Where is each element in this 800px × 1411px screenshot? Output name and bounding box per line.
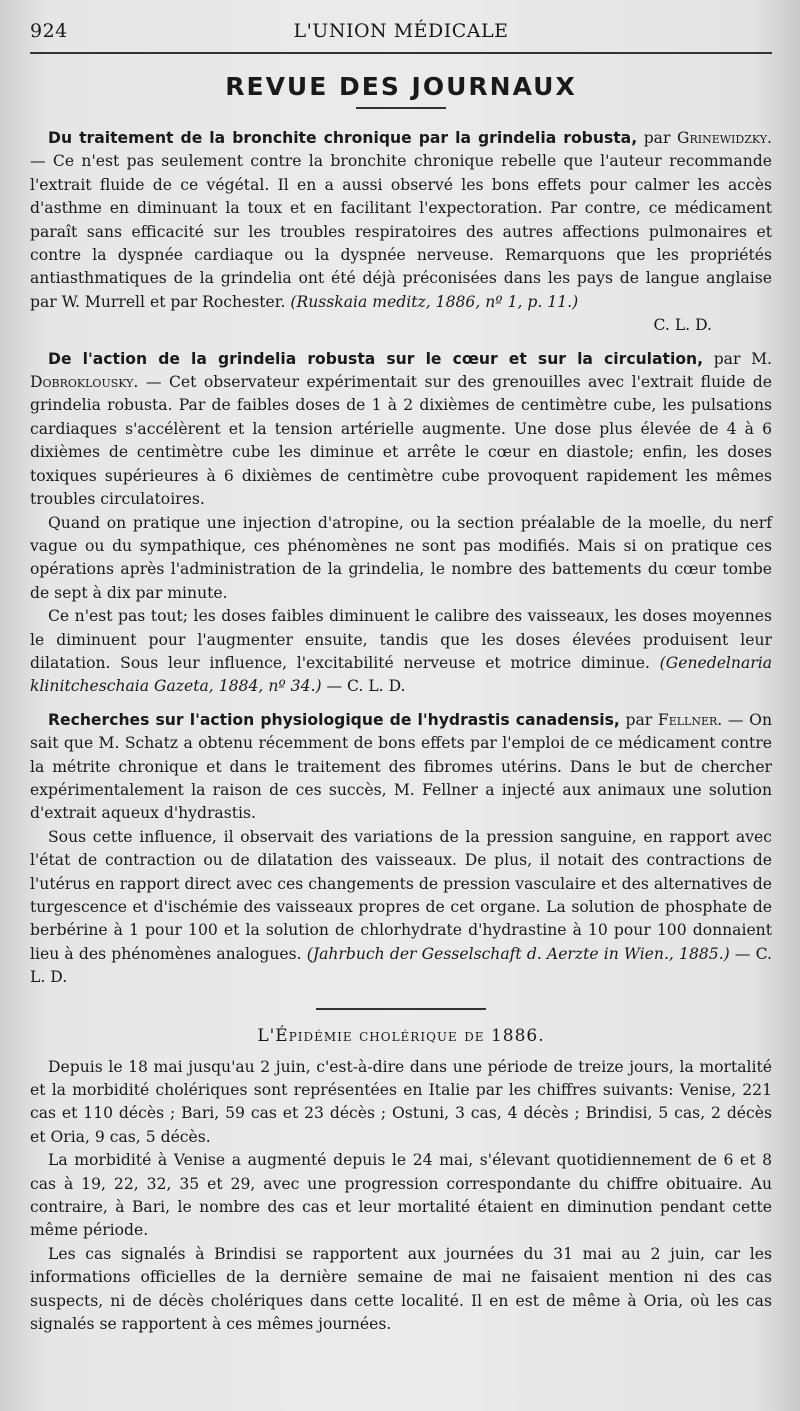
article-paragraph: La morbidité à Venise a augmenté depuis le 24 mai, s'élevant quotidiennement de 6 et 8 cas à 19, 22, 32, 35 et 29, avec une progression correspondante du chiffre obituaire. Au contraire, à Bari, le nombre des cas et leur mortalité étaient en diminution pendant cette même période. — [30, 1151, 772, 1240]
article-paragraph: Depuis le 18 mai jusqu'au 2 juin, c'est-à-dire dans une période de treize jours, la mortalité et la morbidité cholériques sont représentées en Italie par les chiffres suivants: Venise, 221 cas et 110 décès ; Bari, 59 cas et 23 décès ; Ostuni, 3 cas, 4 décès ; Brindisi, 5 cas, 2 décès et Oria, 9 cas, 5 décès. — [30, 1057, 772, 1146]
article-author: Grinewidzky. — [677, 129, 772, 147]
article-paragraph — [30, 709, 772, 826]
article-signature: — C. L. D. — [30, 944, 772, 987]
page-number: 924 — [30, 20, 68, 42]
article-author: Fellner. — [657, 710, 723, 729]
header-rule — [30, 52, 772, 54]
article-paragraph: Les cas signalés à Brindisi se rapportent aux journées du 31 mai au 2 juin, car les informations officielles de la dernière semaine de mai ne faisaient mention ni des cas suspects, ni de décès cholériques dans cette localité. Il en est de même à Oria, où les cas signalés se rapportent à ces mêmes journées. — [30, 1244, 772, 1334]
article-grindelia-coeur — [30, 348, 772, 699]
article-paragraph — [30, 127, 772, 314]
section-divider — [316, 1008, 486, 1010]
article-title: De l'action de la grindelia robusta sur le cœur et sur la circulation, — [48, 349, 704, 368]
article-signature: — C. L. D. — [321, 677, 406, 696]
epidemic-title-text: L'Épidémie cholérique de — [257, 1025, 491, 1046]
article-reference: (Russkaia meditz, 1886, nº 1, p. 11.) — [290, 292, 579, 311]
article-paragraph — [30, 826, 772, 990]
article-paragraph — [30, 605, 772, 699]
article-lead: par M. — [703, 349, 772, 368]
article-body: Ce n'est pas tout; les doses faibles diminuent le calibre des vaisseaux, les doses moyennes le diminuent pour l'augmenter ensuite, tandis que les doses élevées produisent leur dilatation. Sous leur influence, l'excitabilité nerveuse et motrice diminue. — [30, 607, 772, 672]
section-title: REVUE DES JOURNAUX — [225, 72, 577, 101]
running-header — [30, 14, 772, 48]
section-rule — [356, 107, 446, 109]
article-body: Sous cette influence, il observait des variations de la pression sanguine, en rapport avec l'état de contraction ou de dilatation des vaisseaux. De plus, il notait des contractions de l'utérus en rapport direct avec ces changements de pression vasculaire et des alternatives de turgescence et d'ischémie des vaisseaux propres de cet organe. La solution de phosphate de berbérine à 1 pour 100 et la solution de chlorhydrate d'hydrastine à 10 pour 100 donnaient lieu à des phénomènes analogues. — [30, 827, 772, 963]
article-body: — Ce n'est pas seulement contre la bronchite chronique rebelle que l'auteur recommande l'extrait fluide de ce végétal. Il en a aussi observé les bons effets pour calmer les accès d'asthme en diminuant la toux et en facilitant l'expectoration. Par contre, ce médicament paraît sans efficacité sur les troubles respiratoires des autres affections pulmonaires et contre la dyspnée cardiaque ou la dyspnée nerveuse. Remarquons que les propriétés antiasthmatiques de la grindelia ont été déjà préconisées dans les pays de langue anglaise par W. Murrell et par Rochester. — [30, 152, 772, 311]
article-paragraph: Quand on pratique une injection d'atropine, ou la section préalable de la moelle, du nerf vague ou du sympathique, ces phénomènes ne sont pas modifiés. Mais si on pratique ces opérations après l'administration de la grindelia, le nombre des battements du cœur tombe de sept à dix par minute. — [30, 513, 772, 602]
article-body: — Cet observateur expérimentait sur des grenouilles avec l'extrait fluide de grindelia robusta. Par de faibles doses de 1 à 2 dixièmes de centimètre cube, les pulsations cardiaques s'accélèrent et la tension artérielle augmente. Une dose plus élevée de 4 à 6 dixièmes de centimètre cube les diminue et arrête le cœur en diastole; enfin, les doses toxiques supérieures à 6 dixièmes de centimètre cube provoquent rapidement les mêmes troubles circulatoires. — [30, 373, 772, 509]
article-title: Recherches sur l'action physiologique de l'hydrastis canadensis, — [48, 710, 620, 729]
article-grindelia-bronchite — [30, 127, 772, 338]
epidemic-title-year: 1886. — [490, 1025, 545, 1046]
article-body: — On sait que M. Schatz a obtenu récemment de bons effets par l'emploi de ce médicament contre la métrite chronique et dans le traitement des fibromes utérins. Dans le but de chercher expérimentalement la raison de ces succès, M. Fellner a injecté aux animaux une solution d'extrait aqueux d'hydrastis. — [30, 710, 772, 823]
article-epidemie — [30, 1056, 772, 1337]
epidemic-title — [30, 1026, 772, 1046]
journal-title: L'UNION MÉDICALE — [293, 20, 509, 42]
article-title: Du traitement de la bronchite chronique par la grindelia robusta, — [48, 129, 638, 147]
article-author: Dobroklousky. — [30, 373, 139, 392]
article-lead: par — [619, 710, 658, 729]
article-paragraph — [30, 348, 772, 512]
article-reference: (Jahrbuch der Gesselschaft d. Aerzte in Wien., 1885.) — [306, 944, 730, 963]
article-reference: (Genedelnaria klinitcheschaia Gazeta, 1884, nº 34.) — [30, 653, 772, 696]
article-lead: par — [637, 129, 677, 147]
article-signature: C. L. D. — [653, 316, 712, 335]
article-hydrastis — [30, 709, 772, 990]
